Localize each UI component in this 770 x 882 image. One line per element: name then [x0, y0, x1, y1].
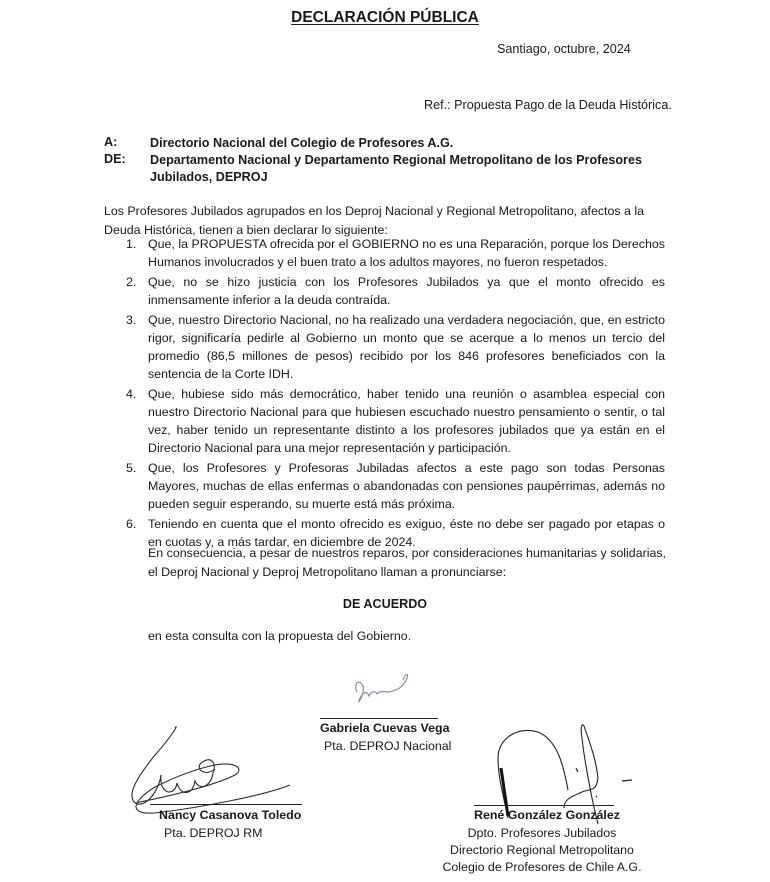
item-number: 3. [126, 313, 137, 327]
signatory-name: Gabriela Cuevas Vega [320, 721, 450, 735]
item-number: 4. [126, 387, 137, 401]
list-item [104, 235, 665, 271]
list-item [104, 459, 665, 513]
item-number: 2. [126, 275, 137, 289]
signatory-role: Pta. DEPROJ RM [164, 826, 263, 840]
item-text: Que, nuestro Directorio Nacional, no ha realizado una verdadera negociación, que, en estricto rigor, significaría pedirle al Gobierno un monto que se acerque a lo menos un tercio del promedio (86,5 millones de pesos) recibido por los 846 profesores beneficiados con la sentencia de la Corte IDH. [148, 313, 665, 381]
signatory-role: Pta. DEPROJ Nacional [324, 739, 452, 753]
list-item [104, 385, 665, 457]
consultation-line: en esta consulta con la propuesta del Gobierno. [148, 629, 412, 643]
signatory-name: Nancy Casanova Toledo [159, 808, 302, 822]
recipient-label: A: [104, 135, 118, 149]
place-date: Santiago, octubre, 2024 [497, 42, 631, 56]
signature-gabriela [345, 670, 425, 715]
title-text: DECLARACIÓN PÚBLICA [291, 9, 479, 26]
signatory-role: Dpto. Profesores Jubilados [467, 826, 617, 840]
recipient-value: Directorio Nacional del Colegio de Profesores A.G. [150, 136, 454, 150]
sender-value: Departamento Nacional y Departamento Regional Metropolitano de los Profesores Jubilados, DEPROJ [150, 153, 642, 184]
signatory-name: René González González [474, 808, 620, 822]
item-text: Que, no se hizo justicia con los Profesores Jubilados ya que el monto ofrecido es inmensamente inferior a la deuda contraída. [148, 275, 665, 307]
intro-paragraph: Los Profesores Jubilados agrupados en los Deproj Nacional y Regional Metropolitano, afectos a la Deuda Histórica, tienen a bien declarar lo siguiente: [104, 204, 644, 237]
list-item [104, 273, 665, 309]
item-text: Que, la PROPUESTA ofrecida por el GOBIERNO no es una Reparación, porque los Derechos Humanos involucrados y el buen trato a los adultos mayores, no fueron respetados. [148, 237, 665, 269]
item-text: Que, los Profesores y Profesoras Jubiladas afectos a este pago son todas Personas Mayores, muchas de ellas enfermas o abandonadas con pensiones paupérrimas, además no pueden seguir esperando, su muerte está más próxima. [148, 461, 665, 511]
item-number: 6. [126, 517, 137, 531]
signature-line [474, 805, 614, 806]
reference-line: Ref.: Propuesta Pago de la Deuda Histórica. [424, 98, 672, 112]
signatory-role: Colegio de Profesores de Chile A.G. [442, 860, 642, 874]
agreement-heading: DE ACUERDO [342, 597, 428, 611]
document-title [0, 9, 770, 27]
item-text: Teniendo en cuenta que el monto ofrecido es exiguo, éste no debe ser pagado por etapas o en cuotas y, a más tardar, en diciembre de 2024. [148, 517, 665, 549]
item-number: 1. [126, 237, 137, 251]
sender-label: DE: [104, 152, 126, 166]
item-text: Que, hubiese sido más democrático, haber tenido una reunión o asamblea especial con nuestro Directorio Nacional para que hubiesen escuchado nuestro pensamiento o sentir, o tal vez, haber tenido un representante distinto a los profesores jubilados que ya están en el Directorio Nacional para una mejor representación y participación. [148, 387, 665, 455]
declaration-points [104, 235, 665, 553]
conclusion-paragraph: En consecuencia, a pesar de nuestros reparos, por consideraciones humanitarias y solidarias, el Deproj Nacional y Deproj Metropolitano llaman a pronunciarse: [148, 546, 666, 579]
signatory-role: Directorio Regional Metropolitano [450, 843, 634, 857]
signature-line [320, 718, 438, 719]
item-number: 5. [126, 461, 137, 475]
signature-line [150, 804, 302, 805]
list-item [104, 311, 665, 383]
